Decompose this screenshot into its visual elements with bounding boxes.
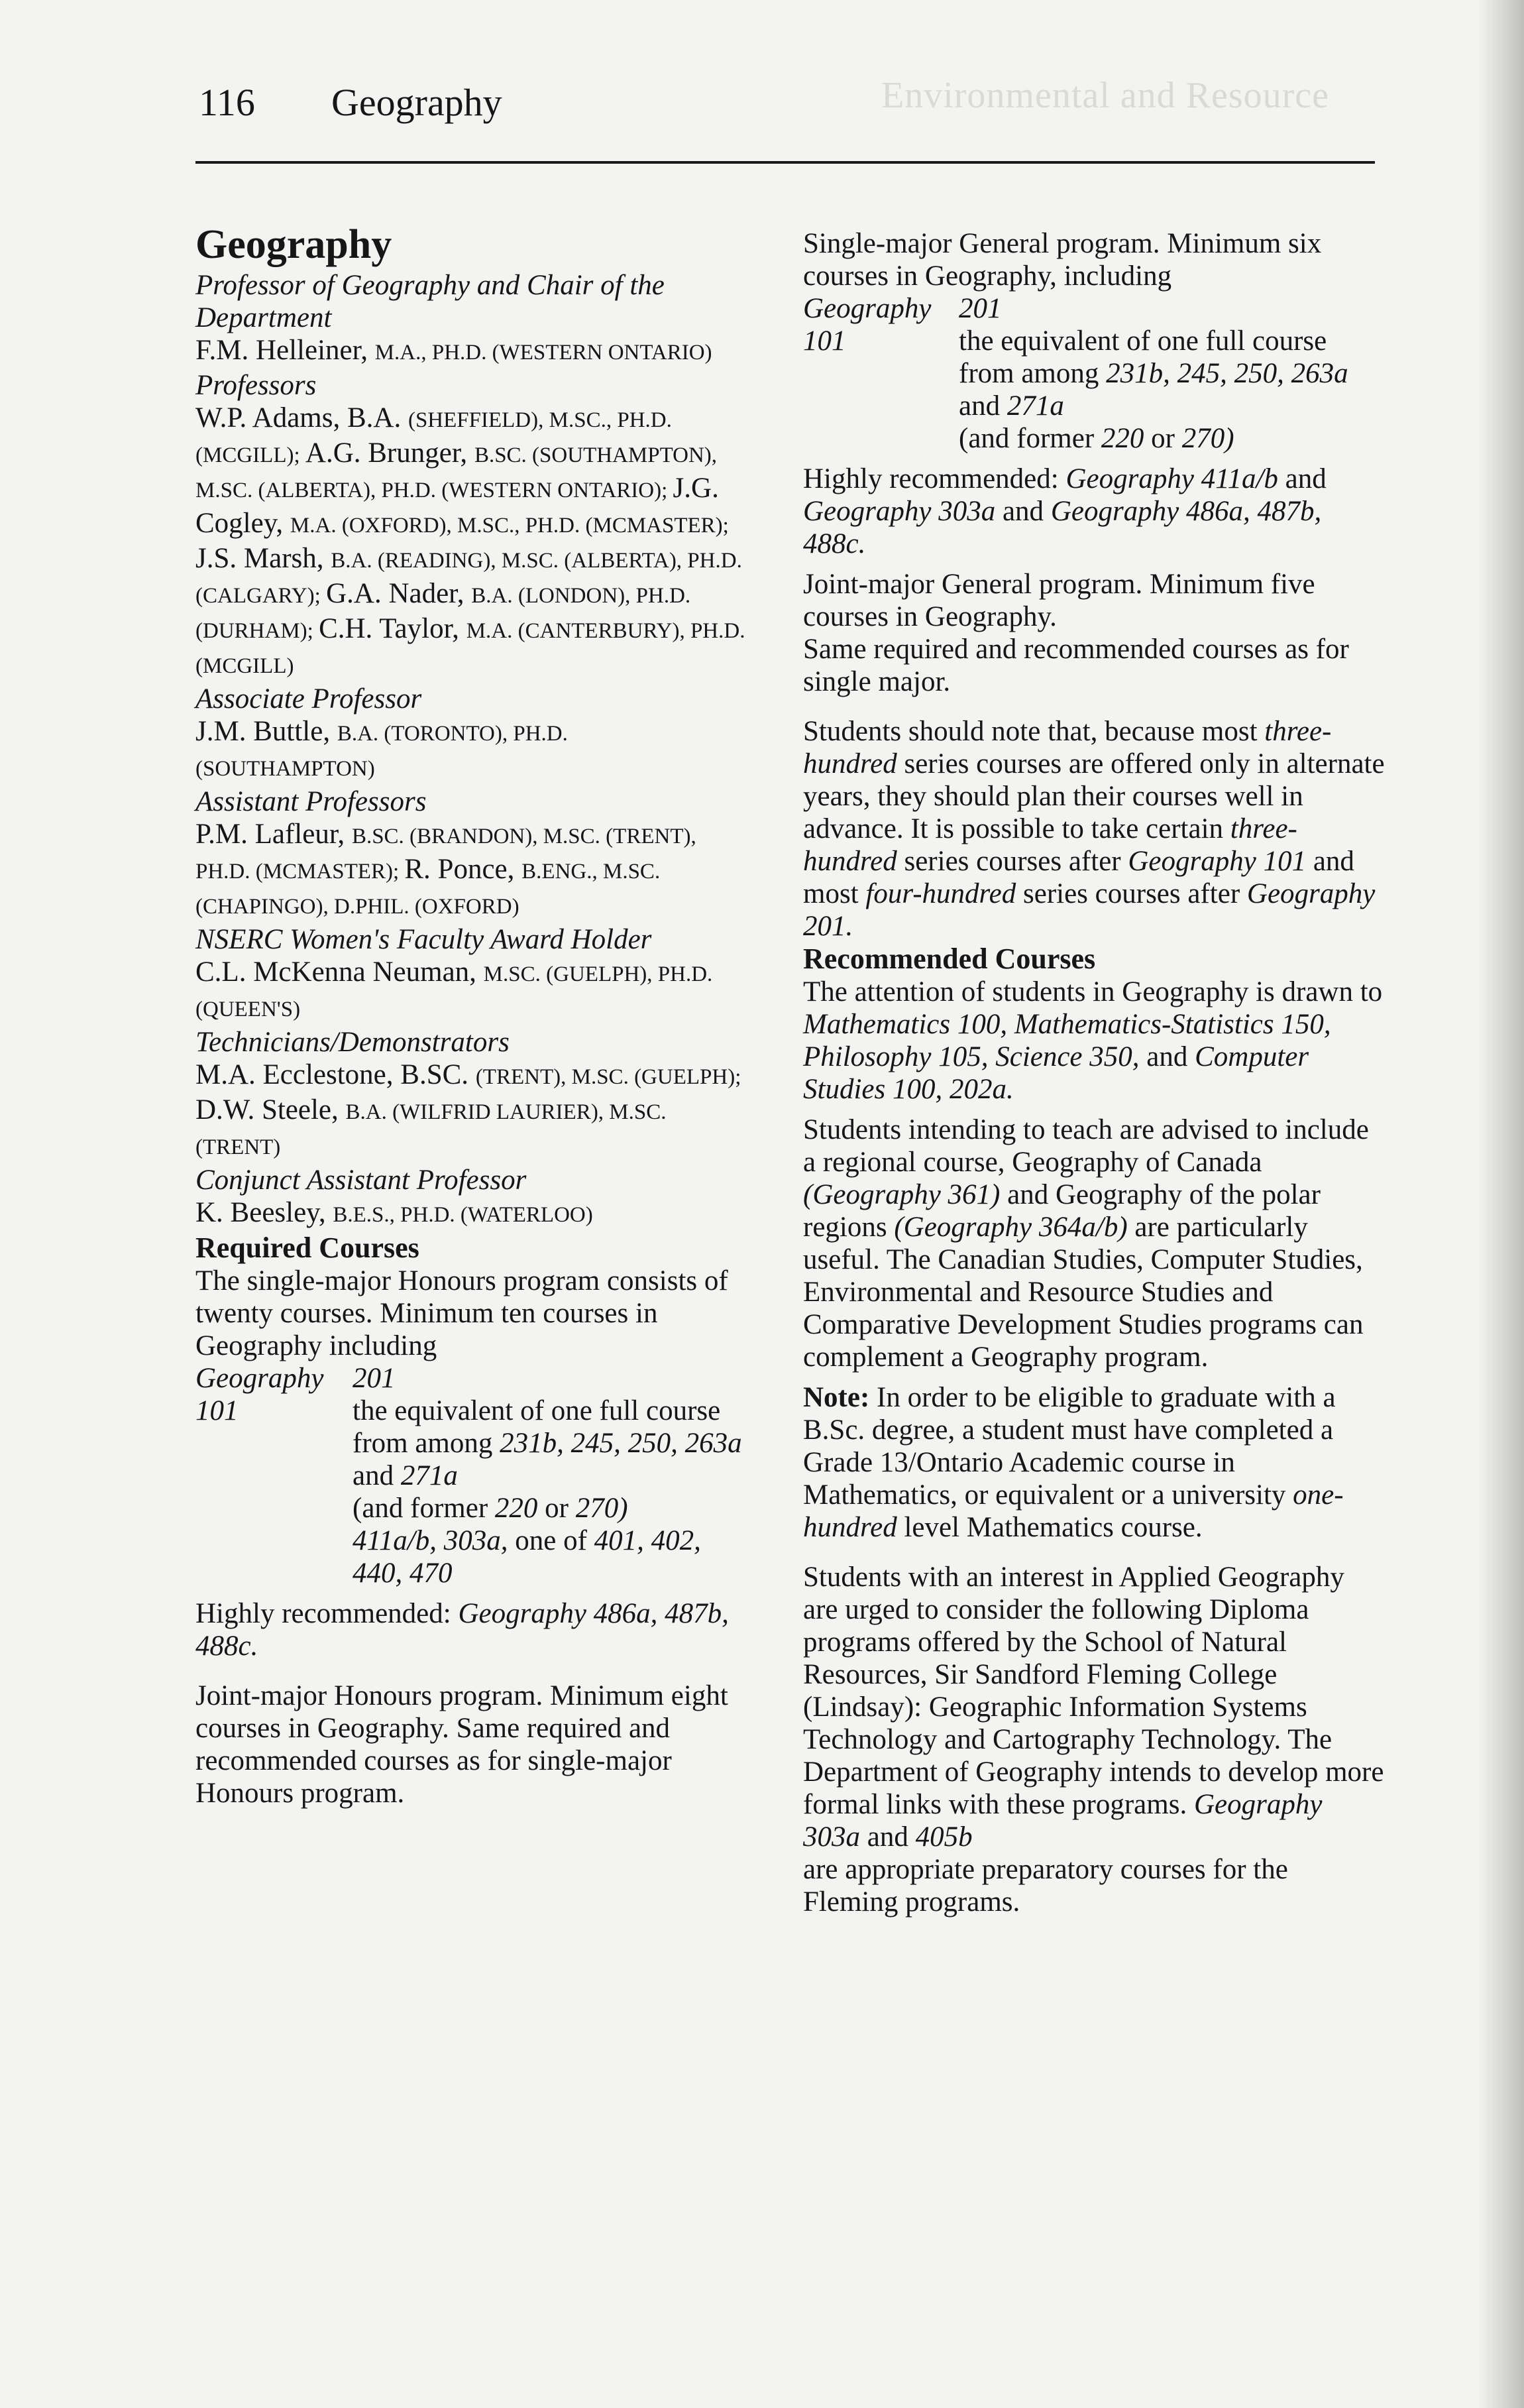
- teach-italic: (Geography 361): [803, 1179, 1001, 1210]
- required-course-list: [195, 1362, 745, 1589]
- rec-italic: Mathematics 100, Mathematics-Statistics 150, Philosophy 105, Science 350,: [803, 1009, 1331, 1072]
- faculty-name: A.G. Brunger,: [305, 437, 474, 469]
- conjunct-entry: [195, 1196, 745, 1232]
- course-text: the equivalent of one full course from among: [959, 325, 1327, 389]
- general-course-list: [803, 292, 1386, 455]
- chair-name: F.M. Helleiner,: [195, 335, 368, 366]
- course-code: 231b, 245, 250, 263a: [500, 1428, 742, 1459]
- required-intro: The single-major Honours program consists of twenty courses. Minimum ten courses in Geography including: [195, 1265, 728, 1361]
- chair-entry: [195, 334, 745, 369]
- faculty-credentials: (TRENT), M.SC. (GUELPH);: [475, 1065, 741, 1089]
- applied-italic: 405b: [915, 1821, 973, 1853]
- course-code: 201: [353, 1363, 396, 1394]
- faculty-credentials: B.SC. (SOUTHAMPTON), M.SC. (ALBERTA), PH.D. (WESTERN ONTARIO);: [195, 443, 718, 502]
- faculty-name: K. Beesley,: [195, 1197, 333, 1228]
- note-text: level Mathematics course.: [904, 1512, 1203, 1543]
- chair-role: Professor of Geography and Chair of the Department: [195, 270, 665, 333]
- faculty-name: C.H. Taylor,: [319, 613, 466, 644]
- faculty-name: J.G. Cogley,: [195, 473, 719, 539]
- scheduling-note: [803, 715, 1386, 943]
- page-number: 116: [199, 81, 255, 124]
- applied-text: and: [867, 1821, 908, 1853]
- note-italic: four-hundred: [865, 878, 1016, 909]
- faculty-name: J.S. Marsh,: [195, 543, 331, 574]
- professors-list: [195, 402, 745, 683]
- faculty-credentials: B.A. (READING), M.SC. (ALBERTA), PH.D. (CALGARY);: [195, 549, 742, 608]
- note-italic: three-hundred: [803, 813, 1297, 877]
- course-code: 271a: [400, 1460, 458, 1491]
- bleed-through-text: Environmental and Resource: [881, 75, 1330, 116]
- course-text: or: [545, 1493, 569, 1524]
- note-text: series courses after: [904, 846, 1121, 877]
- course-code: 401, 402, 440, 470: [353, 1525, 701, 1589]
- course-text: (and former: [959, 423, 1095, 454]
- professors-role: Professors: [195, 370, 317, 401]
- course-label: Geography 101: [803, 293, 932, 357]
- nserc-entry: [195, 956, 745, 1026]
- nserc-role: NSERC Women's Faculty Award Holder: [195, 924, 652, 955]
- highly-recommended-general: [803, 463, 1386, 560]
- applied-geography-text: [803, 1561, 1386, 1918]
- course-code: 231b, 245, 250, 263a: [1106, 358, 1348, 389]
- course-code: 220: [1101, 423, 1144, 454]
- faculty-name: J.M. Buttle,: [195, 716, 337, 747]
- joint-honours-text: Joint-major Honours program. Minimum eight courses in Geography. Same required and recommended courses as for single-major Honours program.: [195, 1680, 728, 1809]
- faculty-name: W.P. Adams, B.A.: [195, 402, 408, 433]
- faculty-credentials: B.A. (LONDON), PH.D. (DURHAM);: [195, 584, 691, 643]
- required-courses-heading: Required Courses: [195, 1232, 419, 1264]
- faculty-name: M.A. Ecclestone, B.SC.: [195, 1059, 476, 1090]
- faculty-credentials: M.A. (CANTERBURY), PH.D. (MCGILL): [195, 619, 745, 678]
- running-title: Geography: [331, 81, 502, 124]
- course-text: and: [959, 390, 1001, 422]
- header-rule: [195, 161, 1375, 164]
- conjunct-role: Conjunct Assistant Professor: [195, 1165, 527, 1196]
- assistant-role: Assistant Professors: [195, 786, 427, 817]
- course-code: 271a: [1007, 390, 1064, 422]
- teach-italic: (Geography 364a/b): [894, 1212, 1128, 1243]
- technicians-list: [195, 1059, 745, 1164]
- note-text: In order to be eligible to graduate with a B.Sc. degree, a student must have completed a Grade 13/Ontario Academic course in Mathematics, or equivalent or a university: [803, 1382, 1336, 1511]
- course-code: Geography 411a/b: [1065, 463, 1278, 494]
- course-code: 270): [575, 1493, 628, 1524]
- section-title: Geography: [195, 222, 392, 267]
- faculty-name: R. Ponce,: [404, 854, 522, 885]
- note-label: Note:: [803, 1382, 870, 1413]
- assistant-list: [195, 818, 745, 923]
- faculty-credentials: B.SC. (BRANDON), M.SC. (TRENT), PH.D. (MCMASTER);: [195, 825, 696, 884]
- course-code: 270): [1181, 423, 1234, 454]
- running-header: [199, 73, 1378, 133]
- rec-text: The attention of students in Geography is drawn to: [803, 976, 1383, 1007]
- note-italic: Geography 201.: [803, 878, 1376, 942]
- highly-recommended: [195, 1597, 745, 1662]
- teach-text: and Geography of the polar regions: [803, 1179, 1321, 1243]
- left-column: [195, 220, 745, 1809]
- rec-text: and: [1146, 1041, 1188, 1072]
- chair-credentials: M.A., PH.D. (WESTERN ONTARIO): [374, 341, 712, 365]
- course-code: Geography 303a: [803, 496, 996, 527]
- course-text: (and former: [353, 1493, 488, 1524]
- note-text: series courses after: [1023, 878, 1240, 909]
- note-italic: one-hundred: [803, 1479, 1344, 1543]
- note-text: Students should note that, because most: [803, 716, 1258, 747]
- course-label: Geography 101: [195, 1363, 324, 1426]
- faculty-name: P.M. Lafleur,: [195, 819, 352, 850]
- faculty-credentials: M.SC. (GUELPH), PH.D. (QUEEN'S): [195, 962, 713, 1021]
- applied-text: are appropriate preparatory courses for the Fleming programs.: [803, 1854, 1288, 1918]
- faculty-credentials: B.A. (TORONTO), PH.D. (SOUTHAMPTON): [195, 722, 568, 781]
- technicians-role: Technicians/Demonstrators: [195, 1027, 510, 1058]
- right-column: [803, 227, 1386, 1918]
- course-text: and: [353, 1460, 394, 1491]
- faculty-credentials: B.A. (WILFRID LAURIER), M.SC. (TRENT): [195, 1100, 667, 1159]
- recommended-text: [803, 976, 1386, 1106]
- course-list-body: [353, 1362, 745, 1589]
- faculty-name: C.L. McKenna Neuman,: [195, 956, 484, 988]
- note-text: series courses are offered only in alternate years, they should plan their courses well in advance. It is possible to take certain: [803, 748, 1385, 844]
- course-code: Geography 486a, 487b, 488c.: [803, 496, 1322, 559]
- highly-prefix: Highly recommended:: [195, 1598, 459, 1629]
- teaching-text: [803, 1114, 1386, 1373]
- associate-role: Associate Professor: [195, 683, 422, 715]
- same-required-text: Same required and recommended courses as for single major.: [803, 634, 1349, 697]
- course-code: 201: [959, 293, 1002, 324]
- highly-courses: Geography 486a, 487b, 488c.: [195, 1598, 729, 1662]
- course-code: 220: [494, 1493, 538, 1524]
- faculty-credentials: B.E.S., PH.D. (WATERLOO): [333, 1203, 593, 1227]
- applied-italic: Geography 303a: [803, 1789, 1323, 1853]
- highly-prefix: Highly recommended:: [803, 463, 1066, 494]
- rec-italic: Computer Studies 100, 202a.: [803, 1041, 1309, 1105]
- bsc-note: [803, 1381, 1386, 1544]
- course-text: and: [1285, 463, 1327, 494]
- course-list-body: [959, 292, 1386, 455]
- note-text: and most: [803, 846, 1354, 909]
- course-text: or: [1151, 423, 1175, 454]
- recommended-courses-heading: Recommended Courses: [803, 943, 1096, 975]
- teach-text: Students intending to teach are advised to include a regional course, Geography of Canada: [803, 1114, 1369, 1178]
- course-text: one of: [515, 1525, 587, 1556]
- associate-entry: [195, 715, 745, 785]
- general-intro: Single-major General program. Minimum six courses in Geography, including: [803, 228, 1322, 292]
- scan-edge-shadow: [1478, 0, 1524, 2408]
- joint-general-text: Joint-major General program. Minimum five courses in Geography.: [803, 569, 1315, 632]
- course-code: 411a/b, 303a,: [353, 1525, 508, 1556]
- faculty-credentials: B.ENG., M.SC. (CHAPINGO), D.PHIL. (OXFORD): [195, 860, 661, 919]
- teach-text: are particularly useful. The Canadian Studies, Computer Studies, Environmental and Resource Studies and Comparative Development Studies programs can complement a Geography program.: [803, 1212, 1364, 1373]
- course-text: and: [1002, 496, 1044, 527]
- note-italic: three-hundred: [803, 716, 1332, 779]
- faculty-credentials: M.A. (OXFORD), M.SC., PH.D. (MCMASTER);: [290, 514, 729, 538]
- applied-text: Students with an interest in Applied Geography are urged to consider the following Diploma programs offered by the School of Natural Resources, Sir Sandford Fleming College (Lindsay): Geographic Information Systems Technology and Cartography Technology. The Department of Geography intends to develop more formal links with these programs.: [803, 1562, 1384, 1820]
- faculty-credentials: (SHEFFIELD), M.SC., PH.D. (MCGILL);: [195, 408, 672, 467]
- course-text: the equivalent of one full course from among: [353, 1395, 721, 1459]
- faculty-name: D.W. Steele,: [195, 1094, 346, 1125]
- faculty-name: G.A. Nader,: [326, 578, 472, 609]
- note-italic: Geography 101: [1128, 846, 1307, 877]
